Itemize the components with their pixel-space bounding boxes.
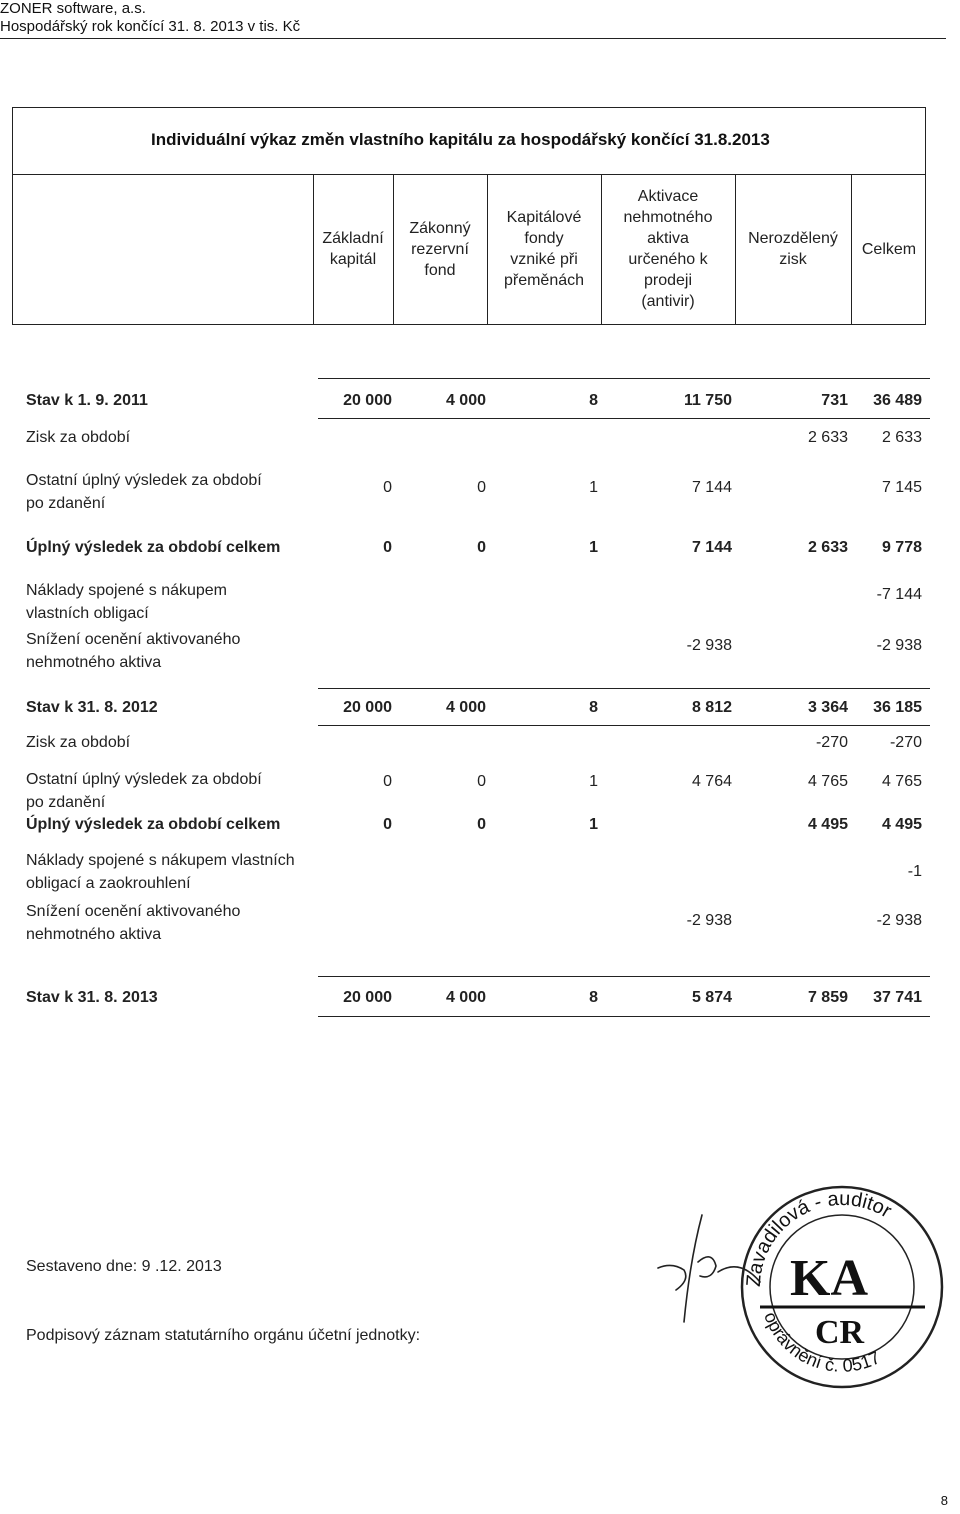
row-label-snizeni1: Snížení ocenění aktivovaného nehmotného aktiva	[26, 631, 241, 671]
svg-text:CR: CR	[815, 1314, 865, 1351]
company-name: ZONER software, a.s.	[0, 0, 146, 17]
row-label-naklady1: Náklady spojené s nákupem vlastních obligací	[26, 582, 228, 622]
cell-ostatni1-col6: 7 145	[881, 479, 922, 496]
cell-stav2011-col4: 11 750	[683, 392, 732, 409]
cell-uplny2-col2: 0	[477, 816, 486, 833]
cell-snizeni2-col6: -2 938	[876, 912, 922, 929]
column-header-nerozdeleny-zisk: Nerozdělený zisk	[748, 230, 838, 268]
cell-uplny1-col3: 1	[589, 539, 598, 556]
cell-uplny1-col5: 2 633	[807, 539, 848, 556]
cell-stav2013-col5: 7 859	[807, 989, 848, 1006]
cell-stav2011-col6: 36 489	[873, 392, 922, 409]
cell-stav2012-col4: 8 812	[691, 699, 732, 716]
column-header-aktivace: Aktivace nehmotného aktiva určeného k prodeji (antivir)	[623, 188, 713, 310]
row-label-uplny2: Úplný výsledek za období celkem	[26, 816, 281, 833]
cell-stav2013-col1: 20 000	[343, 989, 392, 1006]
svg-text:Zavadilová - auditor: Zavadilová - auditor	[742, 1187, 896, 1288]
row-label-uplny1: Úplný výsledek za období celkem	[26, 539, 281, 556]
cell-ostatni2-col3: 1	[589, 773, 598, 790]
row-label-ostatni2: Ostatní úplný výsledek za období po zdanění	[26, 771, 262, 811]
cell-stav2012-col5: 3 364	[807, 699, 848, 716]
cell-ostatni1-col3: 1	[589, 479, 598, 496]
cell-snizeni1-col4: -2 938	[686, 637, 732, 654]
cell-ostatni2-col4: 4 764	[691, 773, 732, 790]
cell-naklady1-col6: -7 144	[876, 586, 922, 603]
cell-stav2012-col1: 20 000	[343, 699, 392, 716]
cell-uplny1-col1: 0	[383, 539, 392, 556]
column-header-celkem: Celkem	[861, 240, 917, 258]
cell-uplny2-col1: 0	[383, 816, 392, 833]
report-title: Individuální výkaz změn vlastního kapitálu za hospodářský končící 31.8.2013	[151, 130, 770, 149]
column-header-kapitalove-fondy: Kapitálové fondy vzniké při přeměnách	[503, 209, 585, 289]
cell-stav2013-col3: 8	[589, 989, 598, 1006]
signature-label: Podpisový záznam statutárního orgánu účetní jednotky:	[26, 1327, 421, 1344]
column-header-zakonny-fond: Zákonný rezervní fond	[409, 219, 471, 279]
cell-uplny1-col6: 9 778	[881, 539, 922, 556]
cell-stav2013-col2: 4 000	[445, 989, 486, 1006]
page-number: 8	[940, 1493, 948, 1508]
row-label-zisk2: Zisk za období	[26, 734, 131, 751]
cell-ostatni2-col6: 4 765	[881, 773, 922, 790]
row-label-stav2011: Stav k 1. 9. 2011	[26, 392, 148, 409]
auditor-stamp	[730, 1175, 960, 1405]
row-label-stav2013: Stav k 31. 8. 2013	[26, 989, 158, 1006]
row-label-zisk1: Zisk za období	[26, 429, 131, 446]
cell-uplny2-col6: 4 495	[881, 816, 922, 833]
cell-stav2012-col6: 36 185	[873, 699, 922, 716]
cell-ostatni2-col1: 0	[383, 773, 392, 790]
cell-uplny1-col4: 7 144	[691, 539, 732, 556]
column-header-zakladni-kapital: Základní kapitál	[322, 230, 384, 268]
cell-stav2011-col5: 731	[821, 392, 848, 409]
cell-ostatni1-col1: 0	[383, 479, 392, 496]
cell-uplny1-col2: 0	[477, 539, 486, 556]
cell-ostatni1-col2: 0	[477, 479, 486, 496]
cell-stav2011-col3: 8	[589, 392, 598, 409]
row-label-snizeni2: Snížení ocenění aktivovaného nehmotného aktiva	[26, 903, 241, 943]
period-line: Hospodářský rok končící 31. 8. 2013 v tis. Kč	[0, 18, 301, 35]
cell-zisk2-col5: -270	[815, 734, 848, 751]
cell-naklady2-col6: -1	[907, 863, 922, 880]
cell-stav2013-col4: 5 874	[691, 989, 732, 1006]
cell-stav2012-col3: 8	[589, 699, 598, 716]
cell-stav2011-col1: 20 000	[343, 392, 392, 409]
cell-ostatni1-col4: 7 144	[691, 479, 732, 496]
svg-text:KA: KA	[790, 1250, 868, 1307]
cell-stav2011-col2: 4 000	[445, 392, 486, 409]
cell-uplny2-col5: 4 495	[807, 816, 848, 833]
cell-zisk2-col6: -270	[889, 734, 922, 751]
cell-ostatni2-col2: 0	[477, 773, 486, 790]
row-label-ostatni1: Ostatní úplný výsledek za období po zdanění	[26, 472, 262, 512]
cell-ostatni2-col5: 4 765	[807, 773, 848, 790]
cell-zisk1-col6: 2 633	[881, 429, 922, 446]
cell-snizeni1-col6: -2 938	[876, 637, 922, 654]
cell-snizeni2-col4: -2 938	[686, 912, 732, 929]
cell-zisk1-col5: 2 633	[807, 429, 848, 446]
cell-stav2012-col2: 4 000	[445, 699, 486, 716]
row-label-naklady2: Náklady spojené s nákupem vlastních obligací a zaokrouhlení	[26, 852, 295, 892]
svg-text:oprávnění č. 0517: oprávnění č. 0517	[760, 1309, 884, 1376]
compiled-date: Sestaveno dne: 9 .12. 2013	[26, 1258, 222, 1275]
cell-stav2013-col6: 37 741	[873, 989, 922, 1006]
cell-uplny2-col3: 1	[589, 816, 598, 833]
row-label-stav2012: Stav k 31. 8. 2012	[26, 699, 158, 716]
